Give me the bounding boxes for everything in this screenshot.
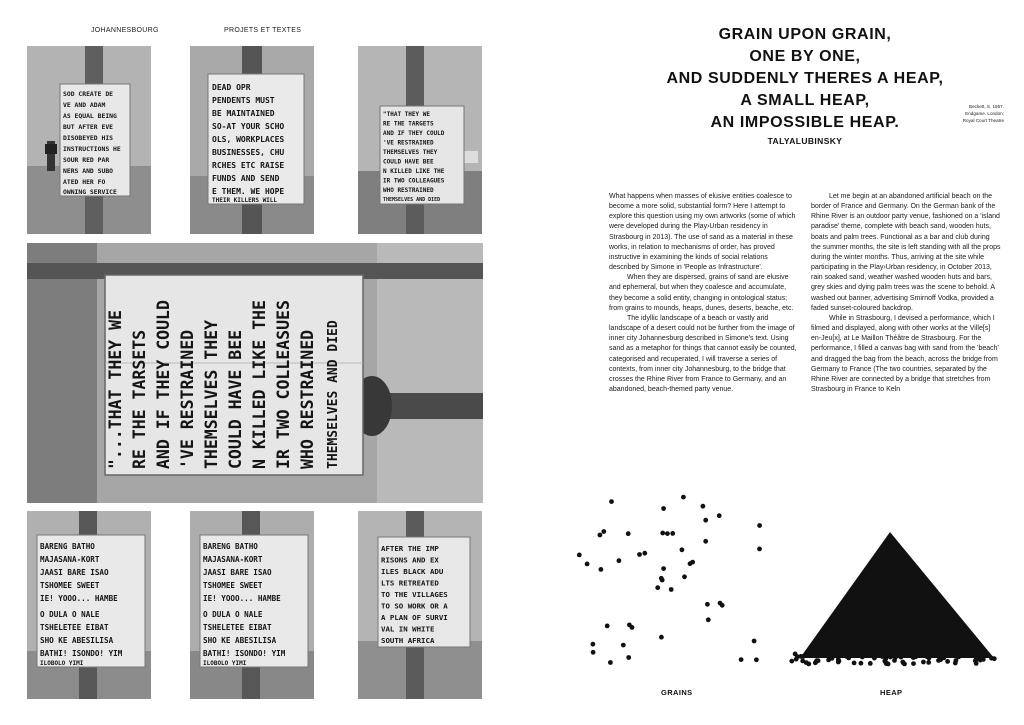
heap-dot	[822, 650, 827, 655]
citation	[946, 103, 1004, 124]
svg-text:BATHI! ISONDO! YIM: BATHI! ISONDO! YIM	[40, 649, 123, 658]
svg-text:ILOBOLO YIMI: ILOBOLO YIMI	[40, 660, 84, 667]
grain-dot	[637, 552, 642, 557]
photo-sign-large-rotated	[27, 243, 483, 503]
heap-dot	[859, 661, 864, 666]
grain-dot	[681, 495, 686, 500]
svg-text:NERS AND SUBO: NERS AND SUBO	[63, 167, 114, 175]
heap-dot	[989, 656, 994, 661]
paragraph: What happens when masses of elusive entities coalesce to become a more solid, substantial form? Here I attempt to explore this question using my own artworks (some of which were developed during the Play›Urban residency in Strasbourg in 2013). The use of sand as a material in these works, in relation to mechanisms of order, has proved instructive in examining the kinds of social relations described by Simone in 'People as Infrastructure'.	[609, 193, 796, 272]
title-line: AN IMPOSSIBLE HEAP.	[710, 114, 900, 131]
heap-dot	[868, 661, 873, 666]
grain-dot	[706, 617, 711, 622]
svg-text:RE THE TARGETS: RE THE TARGETS	[383, 120, 434, 128]
citation-line: Endgame. London:	[965, 111, 1004, 116]
body-column-left	[609, 192, 799, 395]
grain-dot	[670, 531, 675, 536]
svg-text:MAJASANA-KORT: MAJASANA-KORT	[203, 555, 263, 564]
svg-text:RISONS AND EX: RISONS AND EX	[381, 555, 439, 565]
svg-text:TSHOMEE SWEET: TSHOMEE SWEET	[203, 581, 263, 590]
title-line: AND SUDDENLY THERES A HEAP,	[666, 70, 944, 87]
photo-sign-bottom-3	[358, 511, 482, 699]
svg-text:LTS RETREATED: LTS RETREATED	[381, 578, 439, 588]
photo-sign-top-1	[27, 46, 151, 234]
svg-text:N KILLED LIKE THE: N KILLED LIKE THE	[250, 300, 269, 469]
svg-text:JAASI BARE ISAO: JAASI BARE ISAO	[203, 568, 272, 577]
grain-dot	[661, 506, 666, 511]
svg-text:VAL IN WHITE: VAL IN WHITE	[381, 624, 435, 634]
grain-dot	[621, 643, 626, 648]
heap-dot	[855, 652, 860, 657]
page-title	[620, 24, 990, 134]
grain-dot	[690, 560, 695, 565]
caption-heap: HEAP	[880, 688, 903, 697]
svg-text:COULD HAVE BEE: COULD HAVE BEE	[226, 329, 245, 469]
citation-line: Royal Court Theatre	[962, 118, 1004, 123]
svg-text:ILOBOLO YIMI: ILOBOLO YIMI	[203, 660, 247, 667]
grain-dot	[754, 657, 759, 662]
heap-dot	[921, 660, 926, 665]
grain-dot	[718, 601, 723, 606]
photo-sign-top-2	[190, 46, 314, 234]
heap-dot	[789, 659, 794, 664]
heap-dot	[826, 658, 831, 663]
svg-text:BUSINESSES, CHU: BUSINESSES, CHU	[212, 148, 285, 157]
heap-dot	[806, 652, 811, 657]
heap-dot	[902, 662, 907, 667]
title-line: A SMALL HEAP,	[740, 92, 870, 109]
heap-dot	[930, 652, 935, 657]
grain-dot	[608, 660, 613, 665]
svg-text:O DULA O NALE: O DULA O NALE	[40, 610, 100, 619]
svg-text:IR TWO COLLEAGUES: IR TWO COLLEAGUES	[383, 177, 445, 185]
grain-dot	[757, 547, 762, 552]
title-line: ONE BY ONE,	[749, 48, 861, 65]
svg-text:THEMSELVES AND DIED: THEMSELVES AND DIED	[383, 197, 441, 203]
svg-text:E THEM. WE HOPE: E THEM. WE HOPE	[212, 187, 285, 196]
svg-text:SHO KE ABESILISA: SHO KE ABESILISA	[203, 636, 277, 645]
svg-text:TSHOMEE SWEET: TSHOMEE SWEET	[40, 581, 100, 590]
heap-dot	[795, 654, 800, 659]
svg-text:TSHELETEE EIBAT: TSHELETEE EIBAT	[40, 623, 109, 632]
svg-text:AS EQUAL BEING: AS EQUAL BEING	[63, 112, 117, 120]
heap-dot	[974, 661, 979, 666]
heap-dot	[836, 657, 841, 662]
svg-text:THEMSELVES AND DIED: THEMSELVES AND DIED	[326, 320, 341, 469]
grain-dot	[660, 531, 665, 536]
heap-dot	[941, 656, 946, 661]
paragraph: While in Strasbourg, I devised a performance, which I filmed and displayed, along with other works at the Ville[s] en-Jeu[x], at Le Maillon Théâtre de Strasbourg. For the performance, I filled a canvas bag with sand from the 'beach' and dragged the bag from the beach, across the bridge from Germany to France (The two countries, separated by the Rhine River are connected by a bridge that stretches from Strasbourg in France to Keln	[811, 314, 999, 393]
svg-text:AND IF THEY COULD: AND IF THEY COULD	[383, 130, 445, 137]
svg-text:ATED HER FO: ATED HER FO	[63, 178, 106, 186]
photo-sign-bottom-1	[27, 511, 151, 699]
heap-dot	[919, 651, 924, 656]
grain-dot	[739, 657, 744, 662]
heap-dot	[816, 658, 821, 663]
heap-dot	[977, 651, 982, 656]
running-header-right: PROJETS ET TEXTES	[224, 27, 302, 34]
svg-text:N KILLED LIKE THE: N KILLED LIKE THE	[383, 168, 445, 175]
heap-dot	[926, 660, 931, 665]
svg-text:THEIR KILLERS WILL: THEIR KILLERS WILL	[212, 197, 278, 204]
svg-text:SO-AT YOUR SCHO: SO-AT YOUR SCHO	[212, 122, 285, 131]
grain-dot	[701, 504, 706, 509]
heap-dot	[975, 656, 980, 661]
grain-dot	[752, 639, 757, 644]
svg-text:'VE RESTRAINED: 'VE RESTRAINED	[383, 139, 434, 147]
svg-text:"...THAT THEY WE: "...THAT THEY WE	[106, 310, 125, 469]
heap-dot	[846, 654, 851, 659]
heap-dot	[800, 659, 805, 664]
paragraph: The idyllic landscape of a beach or vastly arid landscape of a desert could not be further from the image of inner city Johannesburg described in Simone's text. Using sand as a metaphor for things that cannot easily be counted, categorised and recuperated, I will traverse a series of contexts, from inner city Johannesburg, to the bridge that crosses the Rhine River from France to Germany, and an abandoned, beach-themed party venue.	[609, 314, 797, 393]
photo-sign-top-3	[358, 46, 482, 234]
heap-dot	[883, 656, 888, 661]
svg-text:'VE RESTRAINED: 'VE RESTRAINED	[178, 329, 197, 469]
svg-text:WHO RESTRAINED: WHO RESTRAINED	[383, 187, 434, 194]
grain-dot	[601, 529, 606, 534]
svg-text:BARENG BATHO: BARENG BATHO	[203, 542, 258, 551]
heap-dot	[981, 657, 986, 662]
svg-text:SHO KE ABESILISA: SHO KE ABESILISA	[40, 636, 114, 645]
grain-dot	[669, 587, 674, 592]
grain-dot	[617, 558, 622, 563]
paragraph: Let me begin at an abandoned artificial beach on the border of France and Germany. On the German bank of the Rhine River is an outdoor party venue, fashioned on a 'island paradise' theme, complete with beach sand, wooden huts, boats and palm trees. Functional as a bar and club during the summer months, the site is left standing with all the props during the winter months. Thus, arriving at the site while participating in the Play›Urban residency, in October 2013, rain soaked sand, weather washed wooden huts and bars, grey skies and dying palm trees was the scene to behold. A washed out banner, advertising Smirnoff Vodka, provided a faded sunset-coloured backdrop.	[811, 193, 1001, 312]
svg-text:SOD CREATE DE: SOD CREATE DE	[63, 90, 114, 98]
svg-text:AFTER THE IMP: AFTER THE IMP	[381, 544, 439, 553]
svg-text:IR TWO COLLEASUES: IR TWO COLLEASUES	[274, 300, 293, 469]
grain-dot	[626, 655, 631, 660]
grain-dot	[642, 551, 647, 556]
svg-text:JAASI BARE ISAO: JAASI BARE ISAO	[40, 568, 109, 577]
grain-dot	[626, 531, 631, 536]
svg-text:AND IF THEY COULD: AND IF THEY COULD	[154, 300, 173, 469]
svg-text:BE MAINTAINED: BE MAINTAINED	[212, 109, 275, 118]
grain-dot	[591, 642, 596, 647]
svg-text:O DULA O NALE: O DULA O NALE	[203, 610, 263, 619]
author-name: TALYALUBINSKY	[767, 136, 843, 146]
grain-dot	[605, 624, 610, 629]
svg-text:SOUR RED PAR: SOUR RED PAR	[63, 156, 110, 164]
grain-dot	[680, 547, 685, 552]
heap-dot	[900, 653, 905, 658]
svg-text:INSTRUCTIONS HE: INSTRUCTIONS HE	[63, 145, 121, 153]
svg-text:BARENG BATHO: BARENG BATHO	[40, 542, 95, 551]
svg-text:IE! YOOO... HAMBE: IE! YOOO... HAMBE	[203, 594, 281, 603]
svg-text:DEAD OPR: DEAD OPR	[212, 83, 251, 92]
grain-dot	[665, 531, 670, 536]
svg-text:IE! YOOO... HAMBE: IE! YOOO... HAMBE	[40, 594, 118, 603]
svg-text:THEMSELVES THEY: THEMSELVES THEY	[383, 149, 438, 156]
grain-dot	[659, 635, 664, 640]
heap-dot	[886, 662, 891, 667]
grain-dot	[661, 566, 666, 571]
svg-text:PENDENTS MUST: PENDENTS MUST	[212, 96, 275, 105]
heap-dot	[945, 659, 950, 664]
grain-dot	[682, 574, 687, 579]
svg-text:BUT AFTER EVE: BUT AFTER EVE	[63, 123, 114, 131]
svg-text:COULD HAVE BEE: COULD HAVE BEE	[383, 158, 434, 166]
heap-dot	[954, 658, 959, 663]
heap-dot	[860, 652, 865, 657]
grain-dot	[703, 539, 708, 544]
svg-text:VE AND ADAM: VE AND ADAM	[63, 101, 106, 109]
svg-text:BATHI! ISONDO! YIM: BATHI! ISONDO! YIM	[203, 649, 286, 658]
grain-dot	[577, 553, 582, 558]
grain-dot	[655, 585, 660, 590]
svg-text:TO THE VILLAGES: TO THE VILLAGES	[381, 590, 448, 599]
heap-dot	[889, 653, 894, 658]
title-line: GRAIN UPON GRAIN,	[718, 26, 892, 43]
svg-text:OWNING SERVICE: OWNING SERVICE	[63, 188, 117, 196]
grains-illustration	[570, 485, 780, 675]
svg-text:MAJASANA-KORT: MAJASANA-KORT	[40, 555, 100, 564]
heap-dot	[852, 661, 857, 666]
photo-sign-bottom-2	[190, 511, 314, 699]
grain-dot	[599, 567, 604, 572]
caption-grains: GRAINS	[661, 688, 693, 697]
grain-dot	[705, 602, 710, 607]
svg-text:TO SO WORK OR A: TO SO WORK OR A	[381, 601, 448, 611]
heap-dot	[880, 651, 885, 656]
svg-text:A PLAN OF SURVI: A PLAN OF SURVI	[381, 613, 448, 622]
running-header-left: JOHANNESBOURG	[91, 27, 159, 34]
body-column-right	[811, 192, 1001, 395]
svg-text:ILES BLACK ADU: ILES BLACK ADU	[381, 567, 444, 576]
heap-dot	[962, 652, 967, 657]
heap-illustration	[780, 520, 1010, 670]
heap-dot	[870, 650, 875, 655]
grain-dot	[591, 650, 596, 655]
svg-text:"THAT THEY WE: "THAT THEY WE	[383, 111, 430, 118]
svg-text:TSHELETEE EIBAT: TSHELETEE EIBAT	[203, 623, 272, 632]
grain-dot	[757, 523, 762, 528]
grain-dot	[659, 576, 664, 581]
svg-text:OLS, WORKPLACES: OLS, WORKPLACES	[212, 135, 285, 144]
svg-text:DISOBEYED HIS: DISOBEYED HIS	[63, 134, 114, 142]
heap-dot	[913, 654, 918, 659]
grain-dot	[585, 562, 590, 567]
citation-line: Beckett, S. 1957.	[969, 104, 1004, 109]
heap-dot	[911, 661, 916, 666]
paragraph: When they are dispersed, grains of sand are elusive and ephemeral, but when they coalesce and accumulate, they become a solid entity, changing in ontological status; from grains to mounds, heaps, dunes, deserts, beache, etc.	[609, 274, 794, 312]
svg-text:RE THE TARSETS: RE THE TARSETS	[130, 329, 149, 469]
svg-text:RCHES ETC RAISE: RCHES ETC RAISE	[212, 161, 285, 170]
grain-dot	[703, 518, 708, 523]
heap-dot	[966, 650, 971, 655]
grain-dot	[627, 623, 632, 628]
svg-text:THEMSELVES THEY: THEMSELVES THEY	[202, 319, 221, 469]
svg-text:FUNDS AND SEND: FUNDS AND SEND	[212, 174, 280, 183]
svg-text:WHO RESTRAINED: WHO RESTRAINED	[298, 329, 317, 469]
svg-text:SOUTH AFRICA: SOUTH AFRICA	[381, 636, 435, 645]
grain-dot	[598, 533, 603, 538]
grain-dot	[717, 513, 722, 518]
grain-dot	[609, 499, 614, 504]
